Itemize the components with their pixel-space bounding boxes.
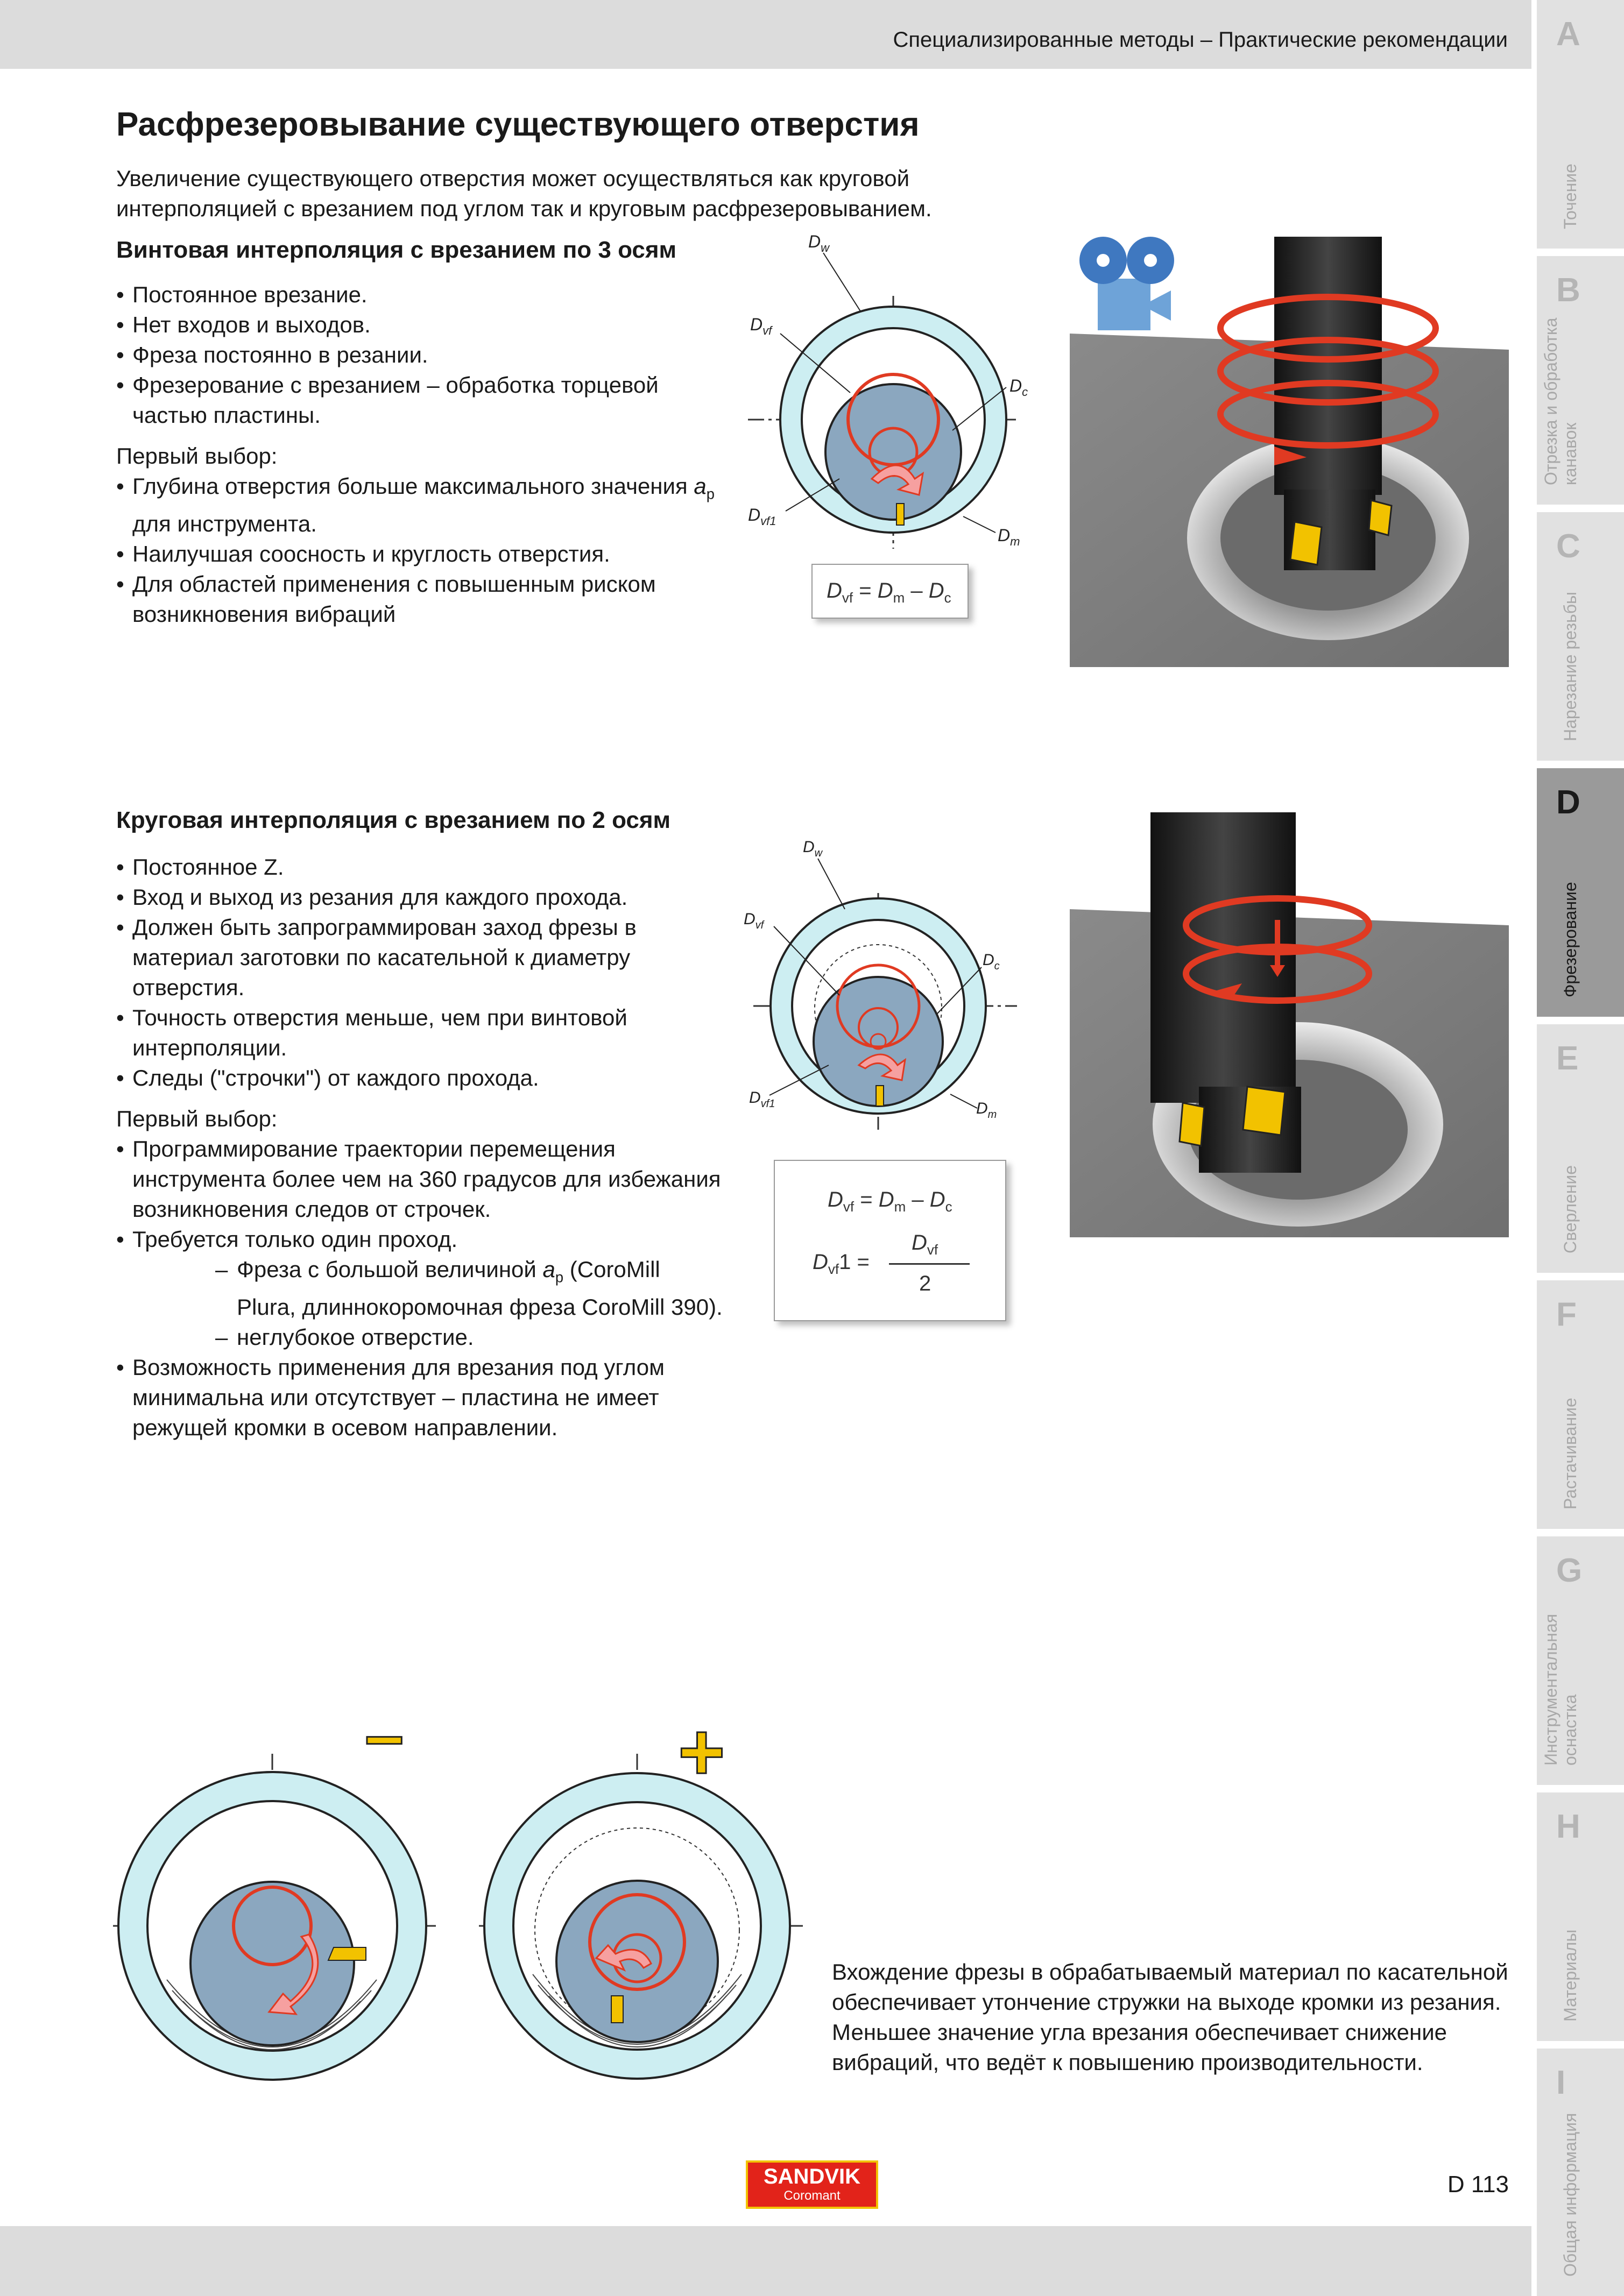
- list-item: • Вход и выход из резания для каждого прохода.: [116, 882, 724, 912]
- formula-dvf: $D_{vf} = D_m - D_c$: [827, 579, 951, 606]
- tab-label: Фрезерование: [1561, 882, 1580, 997]
- svg-text:Dm: $D_m$: [976, 1100, 997, 1121]
- header-bar: [0, 0, 1531, 69]
- tab-label: Нарезание резьбы: [1561, 591, 1580, 741]
- list-item: – неглубокое отверстие.: [215, 1322, 724, 1352]
- tab-label: Инструментальная оснастка: [1541, 1613, 1580, 1766]
- label-dm: $D_m$: [998, 526, 1020, 548]
- tab-letter: D: [1556, 784, 1580, 821]
- formula-dvf: $D_{vf} = D_m - D_c$: [828, 1188, 952, 1215]
- tab-label: Материалы: [1561, 1929, 1580, 2022]
- list-item: • Точность отверстия меньше, чем при винтовой интерполяции.: [116, 1003, 724, 1063]
- fraction-bar: [889, 1263, 970, 1265]
- first-choice-label: Первый выбор:: [116, 1106, 278, 1131]
- tab-letter: A: [1556, 16, 1580, 53]
- list-item: • Нет входов и выходов.: [116, 310, 719, 340]
- circular-milling-photo: [1070, 812, 1509, 1237]
- formula-box-2: [774, 1160, 1006, 1321]
- tab-letter: F: [1556, 1296, 1577, 1333]
- formula-numerator: $D_{vf}$: [912, 1231, 938, 1258]
- tab-label: Отрезка и обработка канавок: [1541, 317, 1580, 485]
- plus-sign-icon: +: [678, 1721, 725, 1797]
- tab-letter: E: [1556, 1040, 1579, 1077]
- section1-first-choice: [116, 471, 719, 629]
- section2-first-choice: [116, 1134, 724, 1255]
- helical-interpolation-diagram: [737, 226, 1028, 559]
- svg-text:Dvf: $D_{vf}$: [744, 910, 764, 931]
- label-dvf: $D_{vf}$: [750, 315, 772, 337]
- list-item: • Постоянное Z.: [116, 852, 724, 882]
- page-title: Расфрезеровывание существующего отверстия: [116, 106, 920, 143]
- circular-interpolation-diagram: [737, 828, 1028, 1140]
- list-item: – Фреза с большой величиной $a_p$ (CoroMill Plura, длиннокоромочная фреза CoroMill 390).: [215, 1255, 724, 1322]
- list-item: • Постоянное врезание.: [116, 280, 719, 310]
- tab-label: Растачивание: [1561, 1398, 1580, 1510]
- section2-body: [116, 852, 724, 1443]
- tab-d[interactable]: [1537, 768, 1624, 1017]
- tab-g[interactable]: [1537, 1536, 1624, 1785]
- tab-letter: G: [1556, 1552, 1583, 1589]
- label-dw: $D_w$: [808, 232, 829, 254]
- tab-label: Общая информация: [1561, 2113, 1580, 2277]
- list-item: • Программирование траектории перемещения инструмента более чем на 360 градусов для избежания возникновения следов от строчек.: [116, 1134, 724, 1224]
- tab-letter: C: [1556, 528, 1580, 565]
- list-item: • Наилучшая соосность и круглость отверстия.: [116, 539, 719, 569]
- insert-icon: [876, 1086, 884, 1106]
- list-item: • Требуется только один проход.: [116, 1224, 724, 1255]
- tab-b[interactable]: [1537, 256, 1624, 505]
- tab-f[interactable]: [1537, 1280, 1624, 1529]
- list-item: • Возможность применения для врезания под углом минимальна или отсутствует – пластина не имеет режущей кромки в осевом направлении.: [116, 1352, 724, 1443]
- label-dc: $D_c$: [1009, 376, 1028, 399]
- formula-dvf1: $D_{vf}1$ =: [813, 1250, 870, 1277]
- header-title: Специализированные методы – Практические рекомендации: [893, 28, 1508, 52]
- list-item: • Глубина отверстия больше максимального значения $a_p$ для инструмента.: [116, 471, 719, 539]
- footer-bar: [0, 2226, 1531, 2296]
- logo-line2: Coromant: [783, 2188, 841, 2203]
- insert-icon: [328, 1947, 366, 1960]
- section1-heading: Винтовая интерполяция с врезанием по 3 осям: [116, 237, 677, 263]
- formula-denominator: 2: [919, 1272, 931, 1295]
- chapter-tabs: [1531, 0, 1624, 2296]
- section2-heading: Круговая интерполяция с врезанием по 2 осям: [116, 807, 671, 833]
- tab-label: Сверление: [1561, 1165, 1580, 1253]
- list-item: • Фреза постоянно в резании.: [116, 340, 719, 370]
- tab-letter: H: [1556, 1808, 1580, 1845]
- tab-i[interactable]: [1537, 2049, 1624, 2296]
- list-item: • Для областей применения с повышенным риском возникновения вибраций: [116, 569, 719, 629]
- list-item: • Следы ("строчки") от каждого прохода.: [116, 1063, 724, 1093]
- tab-label: Точение: [1561, 164, 1580, 229]
- tab-a[interactable]: [1537, 0, 1624, 249]
- tab-c[interactable]: [1537, 512, 1624, 761]
- section2-bullets: [116, 852, 724, 1093]
- helical-milling-photo: [1070, 221, 1509, 667]
- list-item: • Должен быть запрограммирован заход фрезы в материал заготовки по касательной к диаметру отверстия.: [116, 912, 724, 1003]
- first-choice-label: Первый выбор:: [116, 443, 278, 469]
- bottom-caption: Вхождение фрезы в обрабатываемый материал по касательной обеспечивает утончение стружки на выходе кромки из резания. Меньшее значение угла врезания обеспечивает снижение вибраций, что ведёт к повышению производительности.: [832, 1959, 1508, 2075]
- entry-comparison-diagram: [108, 1721, 813, 2087]
- svg-text:Dvf1: $D_{vf1}$: [749, 1089, 775, 1110]
- formula-box-1: [811, 564, 969, 619]
- cutter-body: [825, 384, 961, 520]
- svg-text:Dc: $D_c$: [983, 951, 1000, 972]
- svg-text:Dw: $D_w$: [803, 838, 823, 859]
- minus-sign-icon: –: [365, 1721, 404, 1774]
- page-number: D 113: [1447, 2171, 1509, 2198]
- logo-line1: SANDVIK: [763, 2165, 861, 2188]
- section1-bullets: [116, 280, 719, 430]
- section2-last-bullet: [116, 1352, 724, 1443]
- label-dvf1: $D_{vf1}$: [748, 505, 776, 528]
- tab-e[interactable]: [1537, 1024, 1624, 1273]
- video-camera-icon: [1079, 237, 1174, 330]
- insert-icon: [1290, 522, 1322, 565]
- sandvik-logo: [746, 2160, 878, 2209]
- tab-h[interactable]: [1537, 1792, 1624, 2041]
- section1-body: [116, 280, 719, 629]
- tab-letter: B: [1556, 272, 1580, 309]
- section2-dash-items: [116, 1255, 724, 1352]
- insert-icon: [896, 504, 904, 525]
- list-item: • Фрезерование с врезанием – обработка торцевой частью пластины.: [116, 370, 719, 430]
- intro-text: Увеличение существующего отверстия может осуществляться как круговой интерполяцией с врезанием под углом так и круговым расфрезеровыванием.: [116, 166, 932, 221]
- tab-letter: I: [1556, 2064, 1566, 2101]
